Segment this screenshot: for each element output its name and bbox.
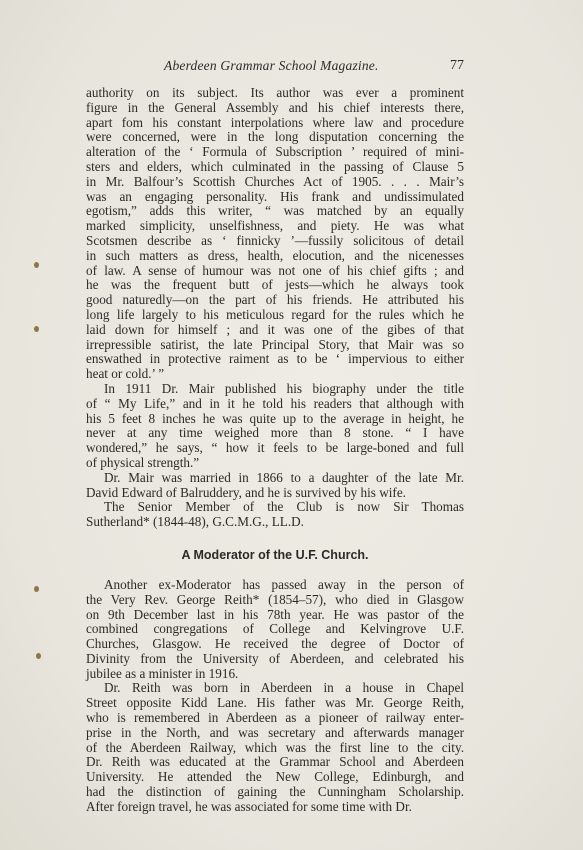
text-line: apart fom his constant interpolations where law and procedure [86,114,464,130]
margin-mark [34,586,39,592]
text-line: was an engaging personality. His frank and undissimulated [86,188,464,204]
text-line: had the distinction of gaining the Cunningham Scholarship. [86,784,464,800]
text-line: long life largely to his meticulous regard for the rules which he [86,306,464,322]
text-line: heat or cold.’ ” [86,366,165,382]
page-number: 77 [450,58,464,73]
paragraph [86,500,464,530]
paragraph [86,86,464,382]
text-line: authority on its subject. Its author was ever a prominent [86,85,464,100]
paragraph [86,578,464,682]
text-line: marked simplicity, unselfishness, and piety. He was what [86,218,464,234]
text-line: Divinity from the University of Aberdeen, and celebrated his [86,650,464,666]
text-line: the Very Rev. George Reith* (1854–57), who died in Glasgow [86,591,464,607]
text-line: Dr. Mair was married in 1866 to a daughter of the late Mr. [104,469,464,485]
reith-section [86,578,464,815]
paragraph [86,382,464,471]
text-line: Another ex-Moderator has passed away in the person of [104,576,464,592]
text-line: who is remembered in Aberdeen as a pioneer of railway enter- [86,710,464,726]
text-line: never at any time weighed more than 8 stone. “ I have [86,425,464,441]
mair-section [86,86,464,530]
text-line: in Mr. Balfour’s Scottish Churches Act of 1905. . . . Mair’s [86,173,464,189]
text-line: sters and elders, which culminated in the passing of Clause 5 [86,158,464,174]
text-line: University. He attended the New College, Edinburgh, and [86,769,464,785]
article-body [86,86,464,815]
text-line: Scotsmen describe as ‘ finnicky ’—fussily solicitous of detail [86,232,464,248]
text-line: his 5 feet 8 inches he was quite up to the average in height, he [86,410,464,426]
paragraph [86,471,464,501]
text-line: he was the frequent butt of jests—which he always took [86,277,464,293]
text-line: of the Aberdeen Railway, which was the first line to the city. [86,739,464,755]
text-line: in such matters as dress, health, elocution, and the nicenesses [86,247,464,263]
text-line: enswathed in protective raiment as to be ‘ impervious to either [86,351,464,367]
text-line: egotism,” adds this writer, “ was matched by an equally [86,203,464,219]
text-line: combined congregations of College and Kelvingrove U.F. [86,621,464,637]
text-line: In 1911 Dr. Mair published his biography under the title [104,380,464,396]
margin-mark [34,262,39,268]
text-line: Dr. Reith was born in Aberdeen in a house in Chapel [104,680,464,696]
magazine-title: Aberdeen Grammar School Magazine. [164,58,379,73]
text-line: Sutherland* (1844-48), G.C.M.G., LL.D. [86,514,304,530]
text-line: figure in the General Assembly and his chief interests there, [86,99,464,115]
text-line: of “ My Life,” and in it he told his readers that although with [86,395,464,411]
paragraph [86,681,464,814]
text-line: irrepressible satirist, the late Principal Story, that Mair was so [86,336,464,352]
text-line: of law. A sense of humour was not one of his chief gifts ; and [86,262,464,278]
text-line: good naturedly—on the part of his friends. He attributed his [86,292,464,308]
text-line: alteration of the ‘ Formula of Subscription ’ required of mini- [86,144,464,160]
text-line: laid down for himself ; and it was one of the gibes of that [86,321,464,337]
text-line: Churches, Glasgow. He received the degree of Doctor of [86,636,464,652]
text-line: were concerned, were in the long disputation concerning the [86,129,464,145]
text-line: of physical strength.” [86,454,200,470]
text-line: prise in the North, and was secretary and afterwards manager [86,724,464,740]
text-line: David Edward of Balruddery, and he is survived by his wife. [86,484,406,500]
margin-mark [36,653,41,659]
text-line: The Senior Member of the Club is now Sir Thomas [104,499,464,515]
running-header [86,58,464,76]
margin-mark [34,326,39,332]
text-line: on 9th December last in his 78th year. He was pastor of the [86,606,464,622]
text-line: jubilee as a minister in 1916. [86,665,239,681]
text-line: After foreign travel, he was associated for some time with Dr. [86,798,412,814]
text-line: Street opposite Kidd Lane. His father was Mr. George Reith, [86,695,464,711]
text-line: wondered,” he says, “ how it feels to be large-boned and full [86,440,464,456]
section-heading: A Moderator of the U.F. Church. [181,547,369,562]
text-line: Dr. Reith was educated at the Grammar School and Aberdeen [86,754,464,770]
